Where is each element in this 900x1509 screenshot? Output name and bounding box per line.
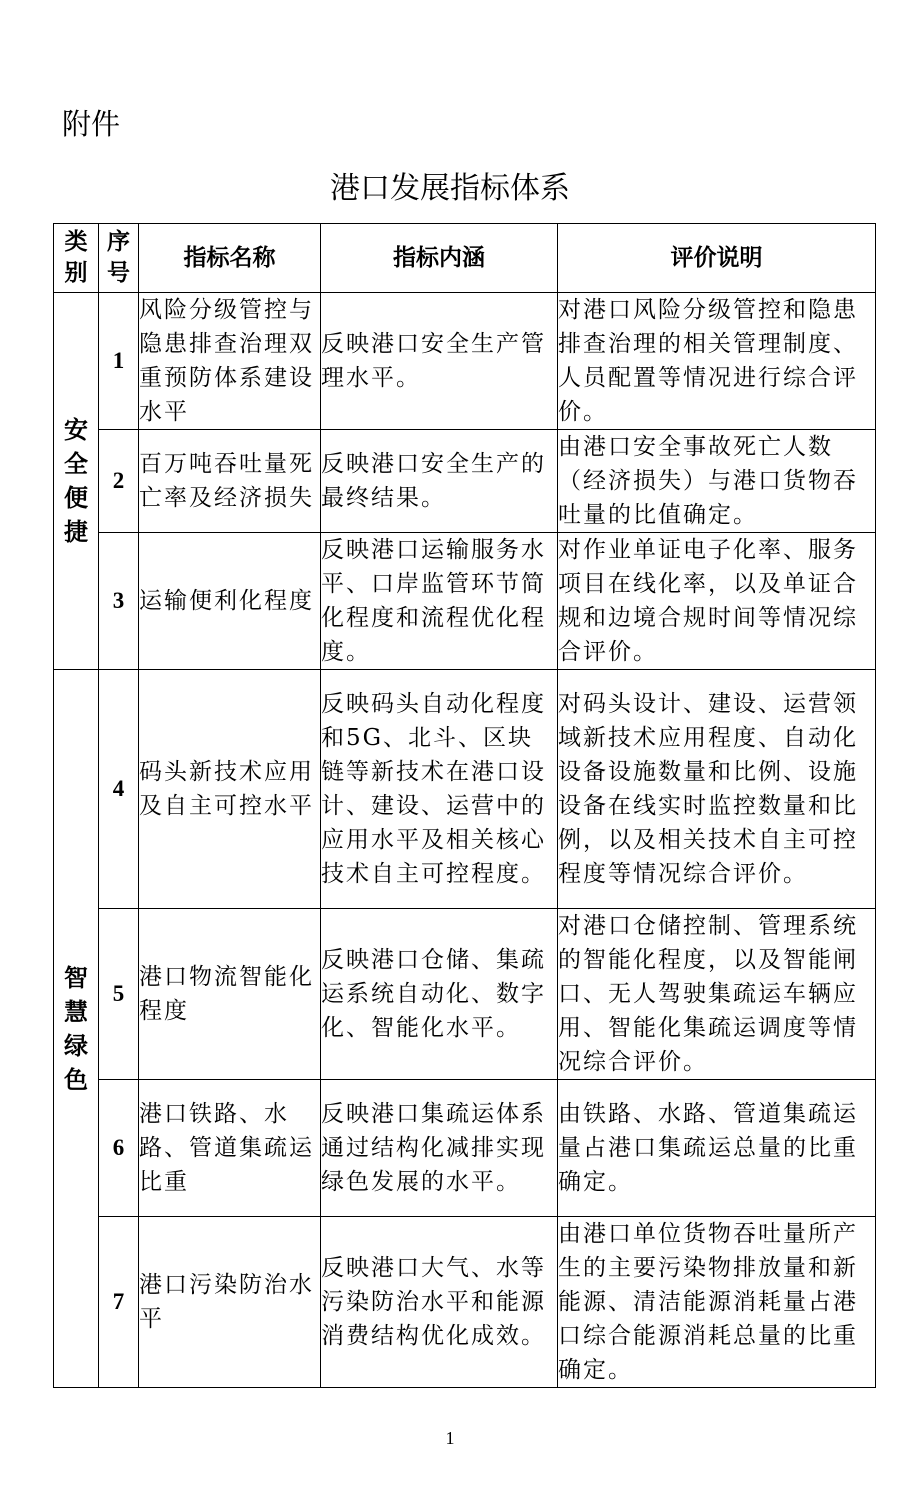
table-row [54, 430, 876, 533]
row-number: 4 [99, 670, 139, 909]
indicator-table [53, 223, 876, 1388]
indicator-connotation: 反映港口安全生产管理水平。 [321, 293, 558, 430]
indicator-evaluation: 对作业单证电子化率、服务项目在线化率，以及单证合规和边境合规时间等情况综合评价。 [558, 533, 876, 670]
indicator-connotation: 反映港口仓储、集疏运系统自动化、数字化、智能化水平。 [321, 909, 558, 1080]
indicator-connotation: 反映港口安全生产的最终结果。 [321, 430, 558, 533]
table-row [54, 670, 876, 909]
header-category [54, 224, 99, 293]
page-title: 港口发展指标体系 [330, 171, 570, 206]
table-row [54, 533, 876, 670]
indicator-evaluation: 由港口安全事故死亡人数（经济损失）与港口货物吞吐量的比值确定。 [558, 430, 876, 533]
header-number [99, 224, 139, 293]
row-number: 6 [99, 1080, 139, 1217]
indicator-name: 港口污染防治水平 [139, 1217, 321, 1388]
indicator-connotation: 反映港口大气、水等污染防治水平和能源消费结构优化成效。 [321, 1217, 558, 1388]
indicator-connotation: 反映港口集疏运体系通过结构化减排实现绿色发展的水平。 [321, 1080, 558, 1217]
indicator-name: 风险分级管控与隐患排查治理双重预防体系建设水平 [139, 293, 321, 430]
header-number-text: 序号 [107, 229, 130, 286]
indicator-name: 百万吨吞吐量死亡率及经济损失 [139, 430, 321, 533]
row-number: 1 [99, 293, 139, 430]
indicator-name: 港口物流智能化程度 [139, 909, 321, 1080]
table-row [54, 1080, 876, 1217]
row-number: 2 [99, 430, 139, 533]
indicator-evaluation: 对港口风险分级管控和隐患排查治理的相关管理制度、人员配置等情况进行综合评价。 [558, 293, 876, 430]
page-number: 1 [445, 1428, 455, 1448]
row-number: 7 [99, 1217, 139, 1388]
row-number: 3 [99, 533, 139, 670]
table-row [54, 293, 876, 430]
indicator-connotation: 反映码头自动化程度和5G、北斗、区块链等新技术在港口设计、建设、运营中的应用水平及相关核心技术自主可控程度。 [321, 670, 558, 909]
indicator-evaluation: 由港口单位货物吞吐量所产生的主要污染物排放量和新能源、清洁能源消耗量占港口综合能源消耗总量的比重确定。 [558, 1217, 876, 1388]
row-number: 5 [99, 909, 139, 1080]
attachment-label: 附件 [62, 107, 121, 141]
table-row [54, 909, 876, 1080]
indicator-name: 运输便利化程度 [139, 533, 321, 670]
indicator-evaluation: 由铁路、水路、管道集疏运量占港口集疏运总量的比重确定。 [558, 1080, 876, 1217]
header-connotation: 指标内涵 [321, 224, 558, 293]
category-cell-smart-green [54, 670, 99, 1388]
category-cell-safety [54, 293, 99, 670]
indicator-connotation: 反映港口运输服务水平、口岸监管环节简化程度和流程优化程度。 [321, 533, 558, 670]
header-category-text: 类别 [64, 229, 88, 286]
indicator-name: 港口铁路、水路、管道集疏运比重 [139, 1080, 321, 1217]
table-row [54, 1217, 876, 1388]
indicator-evaluation: 对码头设计、建设、运营领域新技术应用程度、自动化设备设施数量和比例、设施设备在线实时监控数量和比例，以及相关技术自主可控程度等情况综合评价。 [558, 670, 876, 909]
table-header-row [54, 224, 876, 293]
category-label: 智慧绿色 [64, 963, 88, 1094]
category-label: 安全便捷 [64, 416, 88, 546]
header-name: 指标名称 [139, 224, 321, 293]
header-evaluation: 评价说明 [558, 224, 876, 293]
indicator-name: 码头新技术应用及自主可控水平 [139, 670, 321, 909]
indicator-evaluation: 对港口仓储控制、管理系统的智能化程度，以及智能闸口、无人驾驶集疏运车辆应用、智能化集疏运调度等情况综合评价。 [558, 909, 876, 1080]
